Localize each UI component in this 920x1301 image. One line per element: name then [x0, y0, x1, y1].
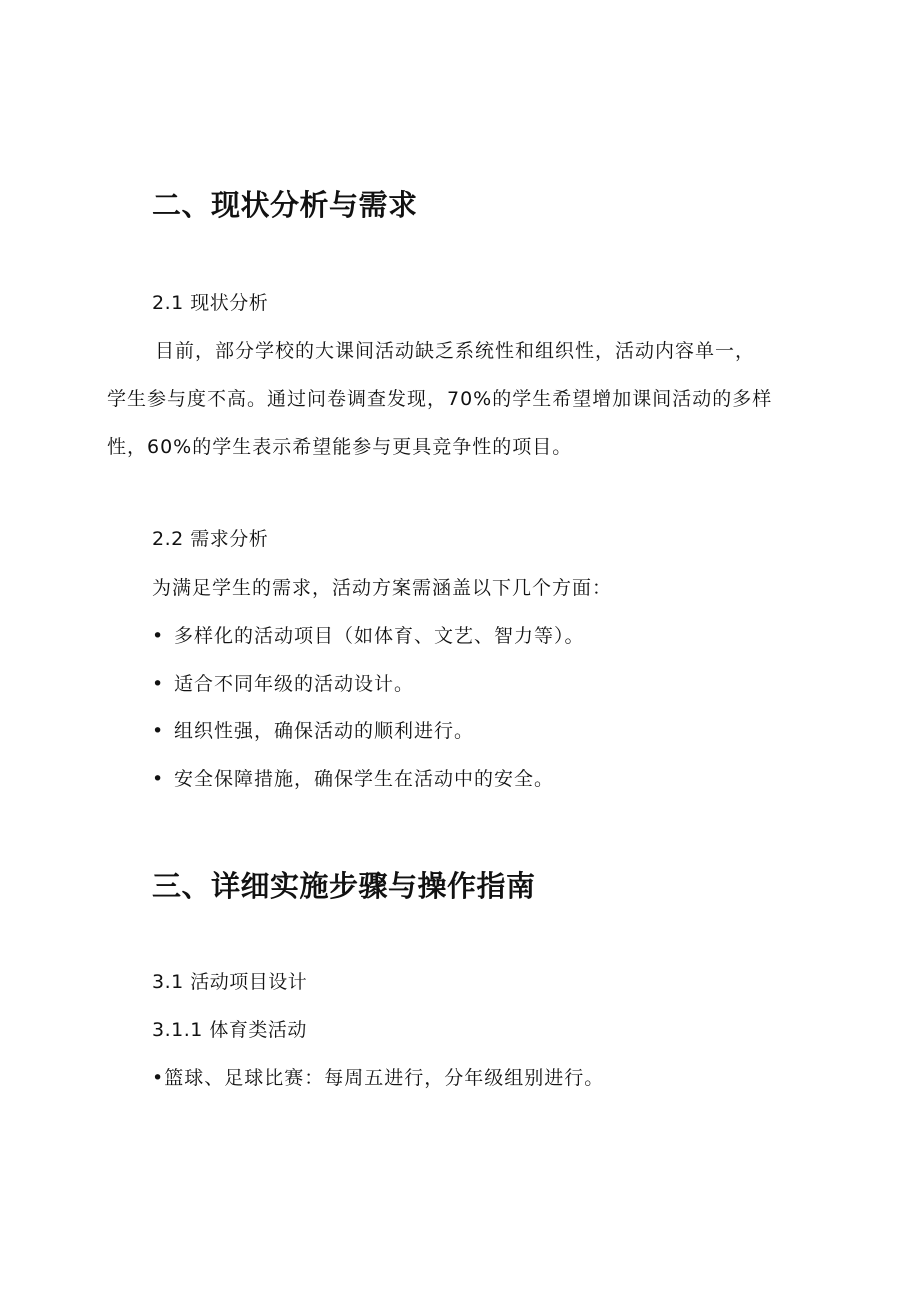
paragraph-line-1: 目前，部分学校的大课间活动缺乏系统性和组织性，活动内容单一， [155, 340, 756, 362]
sports-bullet-line: •篮球、足球比赛：每周五进行，分年级组别进行。 [152, 1067, 605, 1089]
list-item [152, 621, 585, 648]
needs-intro: 为满足学生的需求，活动方案需涵盖以下几个方面： [152, 577, 613, 599]
bullet-icon: • [152, 768, 165, 790]
paragraph-line-2: 学生参与度不高。通过问卷调查发现，70%的学生希望增加课间活动的多样 [107, 388, 773, 410]
section-3-1-1-title: 3.1.1 体育类活动 [152, 1019, 307, 1041]
list-item-text: 多样化的活动项目（如体育、文艺、智力等）。 [174, 625, 585, 647]
section-2-2-title: 2.2 需求分析 [152, 528, 269, 550]
section-2-1-title: 2.1 现状分析 [152, 292, 269, 314]
section-3-heading: 三、详细实施步骤与操作指南 [152, 869, 536, 903]
paragraph-line-3: 性，60%的学生表示希望能参与更具竞争性的项目。 [107, 436, 573, 458]
bullet-icon: • [152, 673, 165, 695]
list-item-text: 组织性强，确保活动的顺利进行。 [174, 720, 475, 742]
list-item [152, 716, 474, 743]
list-item [152, 669, 414, 696]
list-item [152, 764, 554, 791]
bullet-icon: • [152, 625, 165, 647]
section-3-1-title: 3.1 活动项目设计 [152, 971, 308, 993]
list-item-text: 适合不同年级的活动设计。 [174, 673, 415, 695]
list-item-text: 安全保障措施，确保学生在活动中的安全。 [174, 768, 555, 790]
bullet-icon: • [152, 720, 165, 742]
section-2-heading: 二、现状分析与需求 [152, 188, 418, 222]
